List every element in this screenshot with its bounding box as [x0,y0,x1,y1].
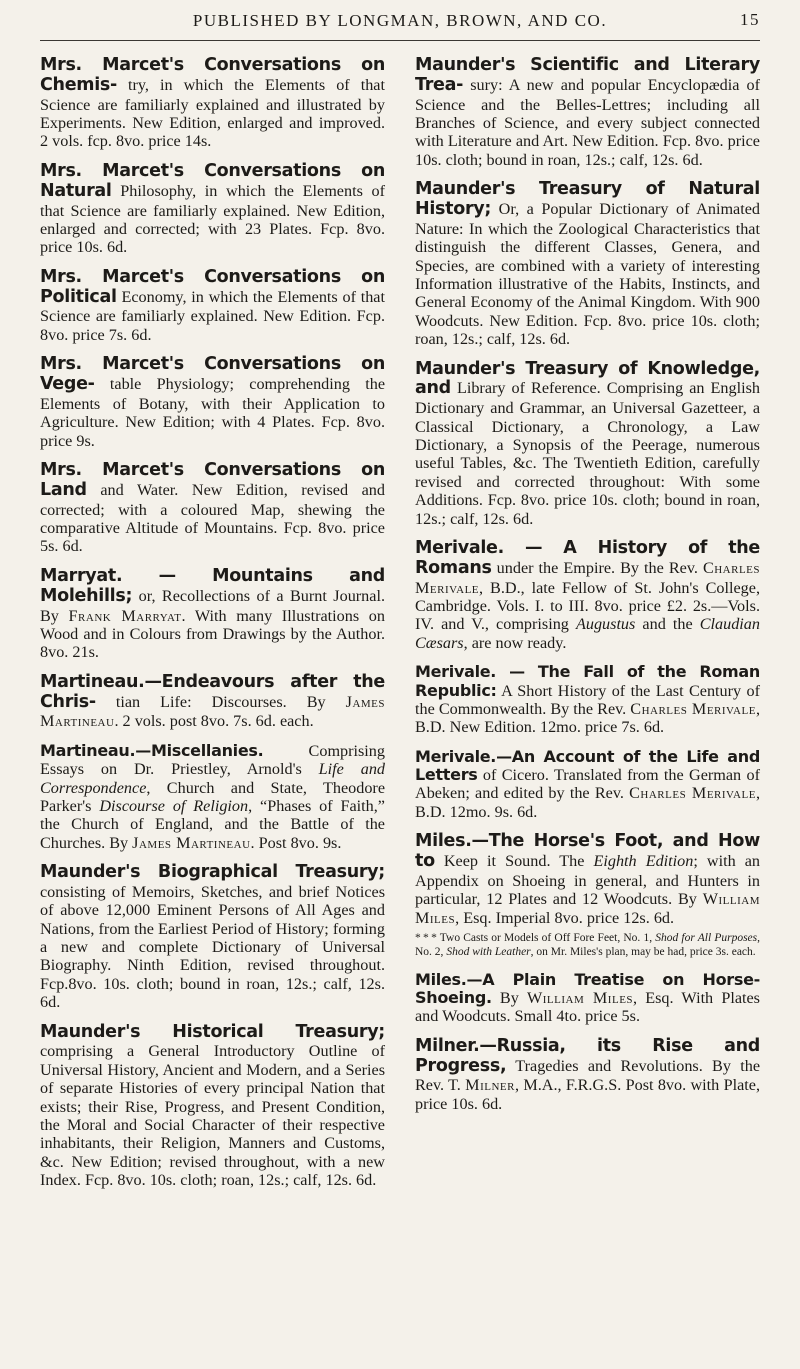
entry-marcet-vegetable-physiology: Mrs. Marcet's Conversations on Vege- table Physiology; comprehending the Elements of Botany, with their Application to Agriculture. New Edition; with 4 Plates. Fcp. 8vo. price 9s. [40,354,386,450]
entry-marryat-mountains: Marryat. — Mountains and Molehills; or, Recollections of a Burnt Journal. By Frank Marryat. With many Illustrations on Wood and in Colours from Drawings by the Author. 8vo. 21s. [40,565,386,662]
entry-maunder-biographical: Maunder's Biographical Treasury; consisting of Memoirs, Sketches, and brief Notices of above 12,000 Eminent Persons of All Ages and Nations, from the Earliest Period of History; forming a new and complete Dictionary of Universal Biography. Ninth Edition, revised throughout. Fcp.8vo. 10s. cloth; bound in roan, 12s.; calf, 12s. 6d. [40,862,385,1012]
entry-maunder-natural-history: Maunder's Treasury of Natural History; Or, a Popular Dictionary of Animated Nature: In which the Zoological Characteristics that distinguish the different Classes, Genera, and Species, are combined with a variety of interesting Information illustrative of the Habits, Instincts, and General Economy of the Animal Kingdom. With 900 Woodcuts. New Edition. Fcp. 8vo. price 10s. cloth; roan, 12s.; calf, 12s. 6d. [415,179,761,349]
entry-maunder-knowledge: Maunder's Treasury of Knowledge, and Library of Reference. Comprising an English Dictionary and Grammar, an Universal Gazetteer, a Classical Dictionary, a Chronology, a Law Dictionary, a Synopsis of the Peerage, numerous useful Tables, &c. The Twentieth Edition, carefully revised and corrected throughout: With some Additions. Fcp. 8vo. price 10s. cloth; bound in roan, 12s.; calf, 12s. 6d. [415,358,761,528]
entry-merivale-roman-republic: Merivale. — The Fall of the Roman Republic: A Short History of the Last Century of the Commonwealth. By the Rev. Charles Merivale, B.D. New Edition. 12mo. price 7s. 6d. [415,662,760,737]
entry-merivale-cicero: Merivale.—An Account of the Life and Letters of Cicero. Translated from the German of Abeken; and edited by the Rev. Charles Merivale, B.D. 12mo. 9s. 6d. [415,746,760,821]
entry-maunder-historical: Maunder's Historical Treasury; comprising a General Introductory Outline of Universal History, Ancient and Modern, and a Series of separate Histories of every principal Nation that exists; their Rise, Progress, and Present Condition, the Moral and Social Character of their respective inhabitants, their Religion, Manners and Customs, &c. New Edition; revised throughout, with a new Index. Fcp. 8vo. 10s. cloth; roan, 12s.; calf, 12s. 6d. [40,1021,385,1189]
entry-miles-horses-foot: Miles.—The Horse's Foot, and How to Keep it Sound. The Eighth Edition; with an Appendix on Shoeing in general, and Hunters in particular, 12 Plates and 12 Woodcuts. By William Miles, Esq. Imperial 8vo. price 12s. 6d. [415,831,761,927]
right-column [415,56,760,1200]
entry-marcet-natural-philosophy: Mrs. Marcet's Conversations on Natural Philosophy, in which the Elements of that Science are familiarly explained. New Edition, enlarged and corrected; with 23 Plates. Fcp. 8vo. price 10s. 6d. [40,160,385,257]
entry-martineau-endeavours: Martineau.—Endeavours after the Chris- tian Life: Discourses. By James Martineau. 2 vols. post 8vo. 7s. 6d. each. [40,671,386,731]
page-number: 15 [740,10,760,29]
entry-maunder-scientific: Maunder's Scientific and Literary Trea- sury: A new and popular Encyclopædia of Science and the Belles-Lettres; including all Branches of Science, and every subject connected with Literature and Art. New Edition. Fcp. 8vo. price 10s. cloth; bound in roan, 12s.; calf, 12s. 6d. [415,55,760,169]
entry-miles-horse-shoeing: Miles.—A Plain Treatise on Horse-Shoeing. By William Miles, Esq. With Plates and Woodcuts. Small 4to. price 5s. [415,969,760,1026]
left-column [40,56,385,1200]
entry-marcet-land-water: Mrs. Marcet's Conversations on Land and Water. New Edition, revised and corrected; with a coloured Map, shewing the comparative Altitude of Mountains. Fcp. 8vo. price 5s. 6d. [40,460,385,556]
entry-merivale-romans: Merivale. — A History of the Romans under the Empire. By the Rev. Charles Merivale, B.D., late Fellow of St. John's College, Cambridge. Vols. I. to III. 8vo. price £2. 2s.—Vols. IV. and V., comprising Augustus and the Claudian Cæsars, are now ready. [415,537,761,652]
footnote-casts: * * * Two Casts or Models of Off Fore Feet, No. 1, Shod for All Purposes, No. 2, Shod with Leather, on Mr. Miles's plan, may be had, price 3s. each. [415,931,760,958]
entry-marcet-political-economy: Mrs. Marcet's Conversations on Political Economy, in which the Elements of that Science are familiarly explained. New Edition. Fcp. 8vo. price 7s. 6d. [40,266,385,344]
entry-martineau-miscellanies: Martineau.—Miscellanies. Comprising Essays on Dr. Priestley, Arnold's Life and Correspondence, Church and State, Theodore Parker's Discourse of Religion, “Phases of Faith,” the Church of England, and the Battle of the Churches. By James Martineau. Post 8vo. 9s. [40,740,386,852]
entry-milner-russia: Milner.—Russia, its Rise and Progress, Tragedies and Revolutions. By the Rev. T. Milner, M.A., F.R.G.S. Post 8vo. with Plate, price 10s. 6d. [415,1035,760,1113]
running-head [40,0,760,41]
publisher-line: PUBLISHED BY LONGMAN, BROWN, AND CO. [192,11,608,30]
entry-marcet-chemistry: Mrs. Marcet's Conversations on Chemis- try, in which the Elements of that Science are familiarly explained and illustrated by Experiments. New Edition, enlarged and improved. 2 vols. fcp. 8vo. price 14s. [40,55,385,151]
catalogue-columns [40,56,760,1200]
